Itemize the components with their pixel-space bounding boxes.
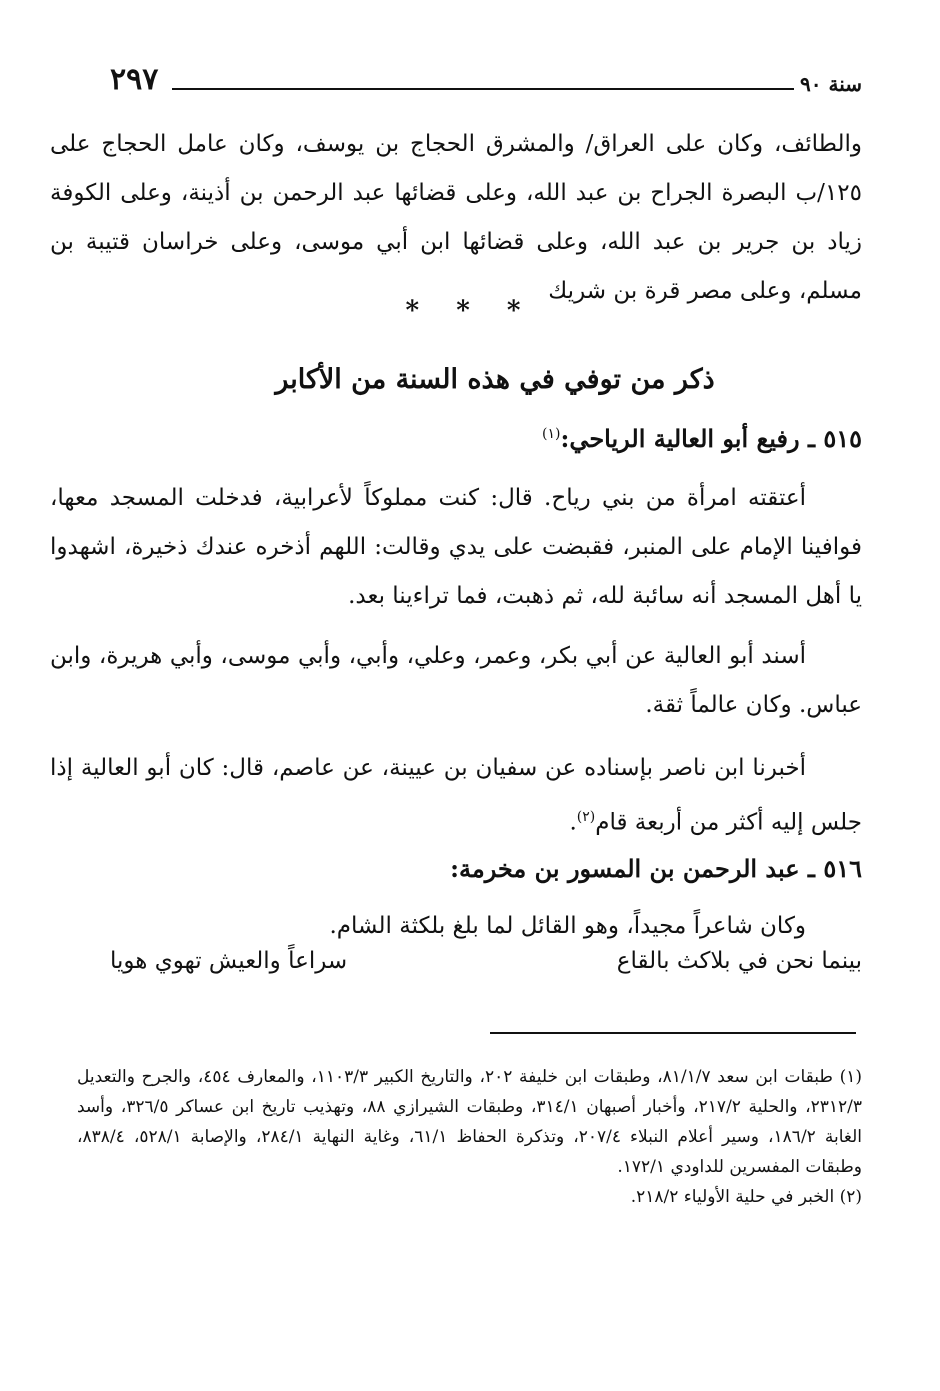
entry-515-paragraph-3-block bbox=[50, 744, 862, 848]
entry-516-paragraph: وكان شاعراً مجيداً، وهو القائل لما بلغ بلكثة الشام. bbox=[329, 913, 806, 939]
entry-515-heading bbox=[542, 424, 862, 453]
footnote-2: (٢) الخبر في حلية الأولياء ٢١٨/٢. bbox=[630, 1187, 862, 1207]
entry-515-paragraph-3 bbox=[50, 744, 862, 848]
entry-515-paragraph-3-text: أخبرنا ابن ناصر بإسناده عن سفيان بن عيينة، عن عاصم، قال: كان أبو العالية إذا جلس إليه أكثر من أربعة قام bbox=[50, 755, 862, 836]
year-label: سنة ٩٠ bbox=[800, 72, 862, 96]
page-number: ٢٩٧ bbox=[110, 62, 159, 97]
opening-paragraph-block bbox=[50, 120, 862, 316]
verse-first-hemistich: بينما نحن في بلاكث بالقاع bbox=[616, 948, 862, 974]
entry-516-paragraph-block bbox=[50, 902, 862, 951]
footnote-rule bbox=[490, 1032, 856, 1034]
header-rule bbox=[172, 88, 794, 90]
entry-515-heading-text: ٥١٥ ـ رفيع أبو العالية الرياحي: bbox=[560, 424, 862, 453]
running-header bbox=[110, 62, 862, 102]
entry-515-paragraph-1: أعتقته امرأة من بني رياح. قال: كنت مملوكاً لأعرابية، فدخلت المسجد معها، فوافينا الإمام على المنبر، فقبضت على يدي وقالت: اللهم أذخره عندك ذخيرة، اشهدوا يا أهل المسجد أنه سائبة لله، ثم ذهبت، فما تراءينا بعد. bbox=[50, 485, 862, 609]
opening-paragraph: والطائف، وكان على العراق/ والمشرق الحجاج بن يوسف، وكان عامل الحجاج على ١٢٥/ب البصرة الجراح بن عبد الله، وعلى قضائها عبد الرحمن بن أذينة، وعلى الكوفة زياد بن جرير بن عبد الله، وعلى قضائها ابن أبي موسى، وعلى خراسان قتيبة بن مسلم، وعلى مصر قرة بن شريك bbox=[50, 131, 862, 304]
entry-515-paragraph-2: أسند أبو العالية عن أبي بكر، وعمر، وعلي، وأبي، وأبي موسى، وأبي هريرة، وابن عباس. وكان عالماً ثقة. bbox=[50, 643, 862, 718]
section-title: ذكر من توفي في هذه السنة من الأكابر bbox=[275, 364, 715, 395]
section-separator: * * * bbox=[405, 296, 535, 326]
footnote-ref-2: (٢) bbox=[576, 809, 596, 825]
footnote-1: (١) طبقات ابن سعد ٨١/١/٧، وطبقات ابن خليفة ٢٠٢، والتاريخ الكبير ١١٠٣/٣، والمعارف ٤٥٤، والجرح والتعديل ٢٣١٢/٣، والحلية ٢١٧/٢، وأخبار أصبهان ٣١٤/١، وطبقات الشيرازي ٨٨، وتهذيب تاريخ ابن عساكر ٣٢٦/٥، وأسد الغابة ١٨٦/٢، وسير أعلام النبلاء ٢٠٧/٤، وتذكرة الحفاظ ٦١/١، وغاية النهاية ٢٨٤/١، والإصابة ٥٢٨/١، ٨٣٨/٤، وطبقات المفسرين للداودي ١٧٢/١. bbox=[77, 1067, 863, 1177]
footnotes bbox=[77, 1062, 862, 1212]
entry-515-paragraph-3-end: . bbox=[569, 809, 577, 836]
verse-second-hemistich: سراعاً والعيش تهوي هويا bbox=[110, 948, 348, 974]
entry-515-paragraph-1-block bbox=[50, 474, 862, 621]
footnote-ref-1: (١) bbox=[542, 426, 561, 442]
poetry-verse bbox=[50, 948, 862, 992]
entry-515-paragraph-2-block bbox=[50, 632, 862, 730]
entry-516-heading: ٥١٦ ـ عبد الرحمن بن المسور بن مخرمة: bbox=[450, 854, 862, 883]
